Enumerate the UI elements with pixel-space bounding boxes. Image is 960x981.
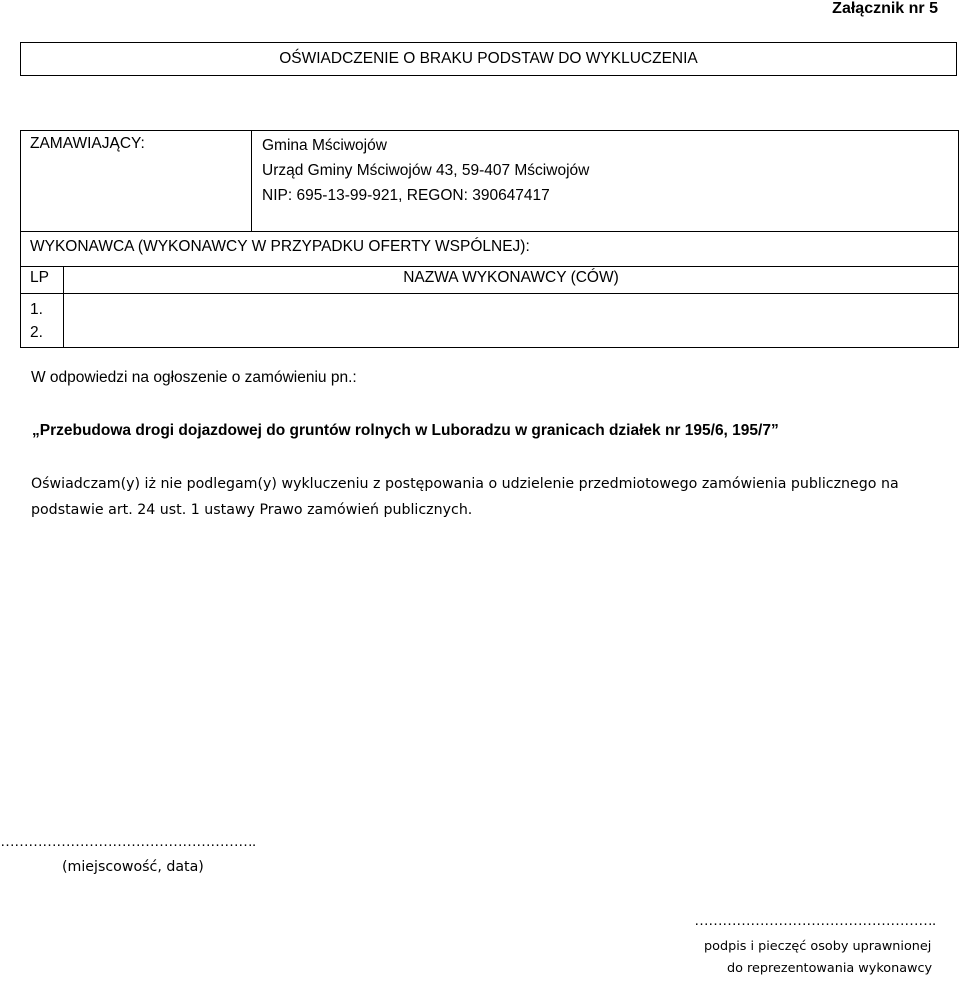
parties-table: [20, 130, 959, 348]
contractor-name-field[interactable]: [64, 294, 959, 348]
response-line: W odpowiedzi na ogłoszenie o zamówieniu pn.:: [31, 369, 357, 386]
contracting-name: Gmina Mściwojów: [262, 137, 387, 154]
document-title-text: OŚWIADCZENIE O BRAKU PODSTAW DO WYKLUCZENIA: [279, 50, 698, 67]
lp-header: LP: [21, 267, 64, 294]
contractor-heading: WYKONAWCA (WYKONAWCY W PRZYPADKU OFERTY WSPÓLNEJ):: [21, 232, 959, 267]
row-number-2: 2.: [30, 324, 43, 341]
procurement-subject: „Przebudowa drogi dojazdowej do gruntów rolnych w Luboradzu w granicach działek nr 195/6, 195/7”: [32, 422, 779, 439]
declaration-line-1: Oświadczam(y) iż nie podlegam(y) wykluczeniu z postępowania o udzielenie przedmiotowego zamówienia publicznego na: [31, 476, 899, 492]
row-numbers: [21, 294, 64, 348]
place-date-dots: ……………………………………………….: [0, 833, 256, 850]
declaration-text: [31, 471, 951, 523]
contractor-rows: [21, 294, 959, 348]
signature-label-2: do reprezentowania wykonawcy: [727, 961, 933, 976]
contracting-row: [21, 131, 959, 232]
annex-label: Załącznik nr 5: [832, 0, 938, 17]
contracting-ids: NIP: 695-13-99-921, REGON: 390647417: [262, 187, 550, 204]
contractor-header-row: [21, 267, 959, 294]
name-header: NAZWA WYKONAWCY (CÓW): [64, 267, 959, 294]
signature-label-1: podpis i pieczęć osoby uprawnionej: [704, 939, 932, 954]
declaration-line-2: podstawie art. 24 ust. 1 ustawy Prawo zamówień publicznych.: [31, 502, 473, 518]
signature-dots: …………………………………………….: [694, 912, 936, 929]
row-number-1: 1.: [30, 301, 43, 318]
contractor-heading-row: [21, 232, 959, 267]
document-title: [20, 42, 957, 76]
contracting-details: [252, 131, 959, 232]
place-date-label: (miejscowość, data): [62, 859, 204, 875]
contracting-label: ZAMAWIAJĄCY:: [21, 131, 252, 232]
contracting-address: Urząd Gminy Mściwojów 43, 59-407 Mściwojów: [262, 162, 590, 179]
